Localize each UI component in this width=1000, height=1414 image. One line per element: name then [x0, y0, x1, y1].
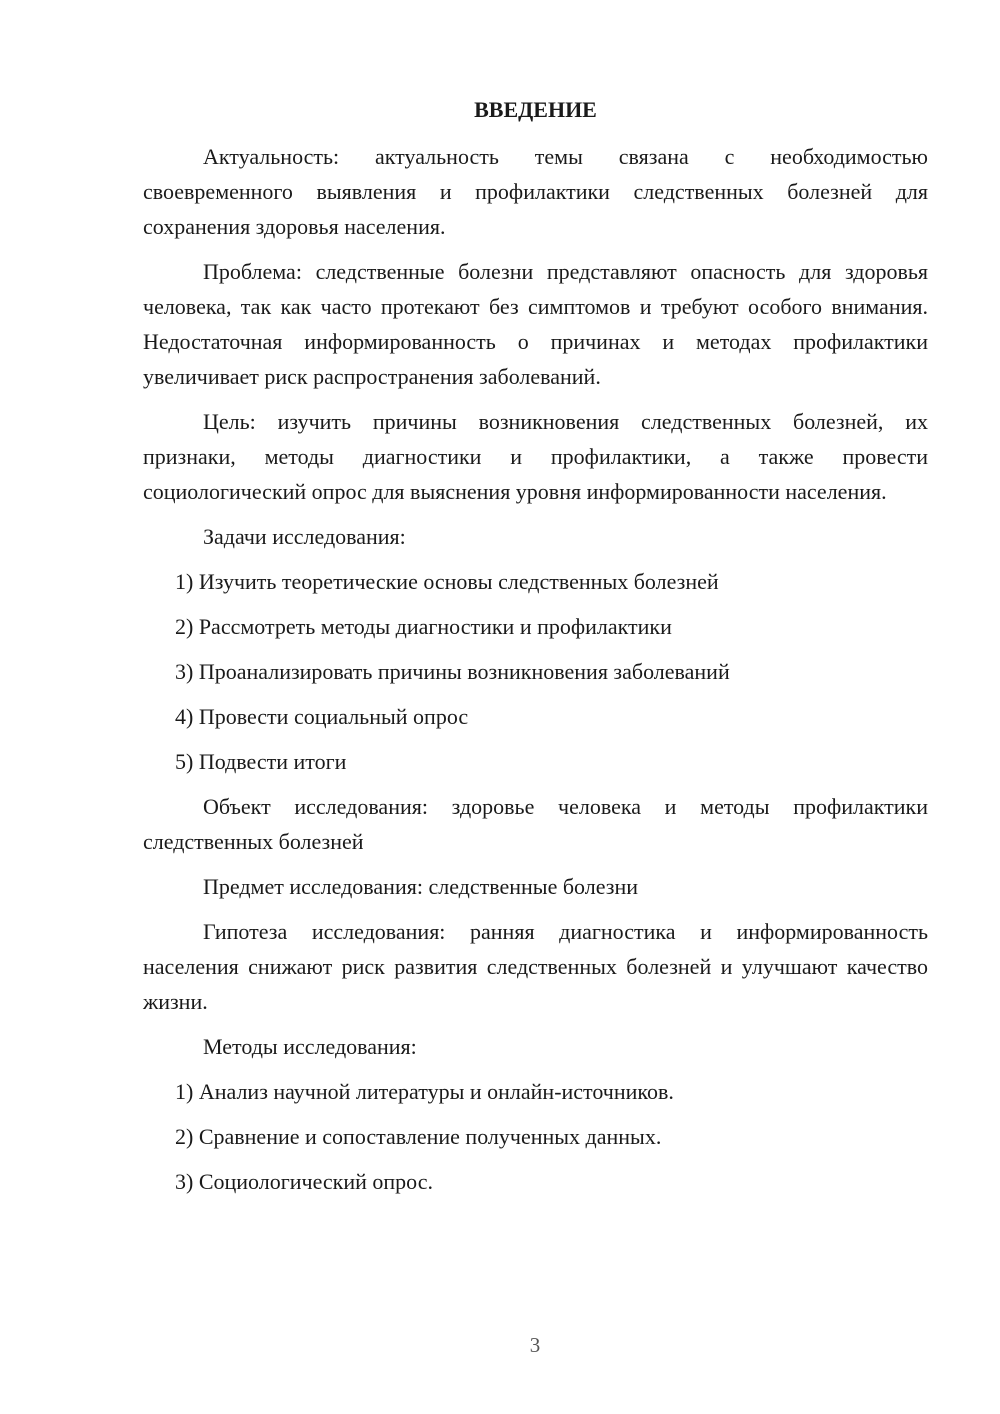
- page-content: [143, 95, 928, 1209]
- tasks-heading: Задачи исследования:: [203, 524, 406, 549]
- list-item: 3) Социологический опрос.: [175, 1169, 433, 1194]
- list-item: 1) Изучить теоретические основы следственных болезней: [175, 569, 719, 594]
- object-paragraph: Объект исследования: здоровье человека и методы профилактики следственных болезней: [143, 794, 928, 854]
- subject-paragraph: Предмет исследования: следственные болезни: [203, 874, 639, 899]
- tasks-list: [143, 564, 928, 779]
- page-number: 3: [529, 1333, 541, 1357]
- methods-heading: Методы исследования:: [203, 1034, 417, 1059]
- list-item: 1) Анализ научной литературы и онлайн-источников.: [175, 1079, 674, 1104]
- goal-paragraph: Цель: изучить причины возникновения следственных болезней, их признаки, методы диагностики и профилактики, а также провести социологический опрос для выяснения уровня информированности населения.: [143, 409, 928, 504]
- relevance-paragraph: Актуальность: актуальность темы связана с необходимостью своевременного выявления и профилактики следственных болезней для сохранения здоровья населения.: [143, 144, 928, 239]
- methods-list: [143, 1074, 928, 1199]
- problem-paragraph: Проблема: следственные болезни представляют опасность для здоровья человека, так как часто протекают без симптомов и требуют особого внимания. Недостаточная информированность о причинах и методах профилактики увеличивает риск распространения заболеваний.: [143, 259, 928, 389]
- list-item: 3) Проанализировать причины возникновения заболеваний: [175, 659, 730, 684]
- page-title: ВВЕДЕНИЕ: [474, 97, 597, 122]
- list-item: 2) Сравнение и сопоставление полученных данных.: [175, 1124, 662, 1149]
- list-item: 2) Рассмотреть методы диагностики и профилактики: [175, 614, 672, 639]
- list-item: 5) Подвести итоги: [175, 749, 347, 774]
- list-item: 4) Провести социальный опрос: [175, 704, 469, 729]
- hypothesis-paragraph: Гипотеза исследования: ранняя диагностика и информированность населения снижают риск развития следственных болезней и улучшают качество жизни.: [143, 919, 928, 1014]
